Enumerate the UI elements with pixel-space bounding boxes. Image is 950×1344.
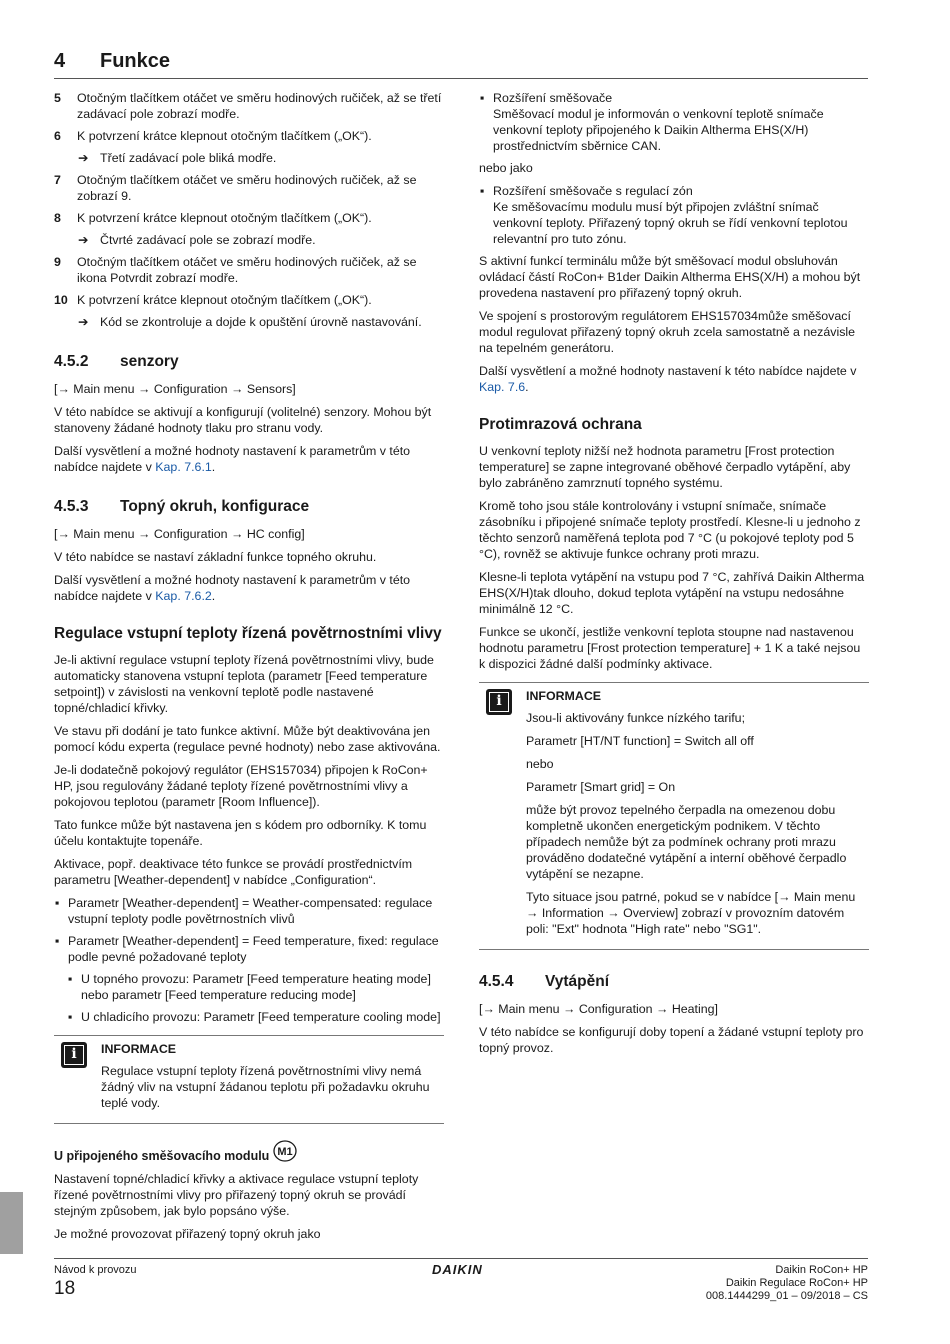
chapter-link[interactable]: Kap. 7.6.1 [155,460,212,474]
step-result: ➔ Třetí zadávací pole bliká modře. [78,151,277,165]
paragraph: Další vysvětlení a možné hodnoty nastavení k parametrům v této nabídce najdete v Kap. 7.6.2. [54,573,411,603]
paragraph: V této nabídce se aktivují a konfigurují (volitelné) senzory. Mohou být stanoveny žádané hodnoty tlaku pro stranu vody. [54,405,432,435]
info-box [479,682,869,950]
step-item: 10 K potvrzení krátce klepnout otočným tlačítkem („OK“). [54,293,372,307]
info-text: Jsou-li aktivovány funkce nízkého tarifu; [526,711,746,725]
info-icon: i [486,689,512,715]
paragraph: U venkovní teploty nižší než hodnota parametru [Frost protection temperature] se zapne integrované oběhové čerpadlo vytápění, aby bylo zabráněno zamrznutí topného systému. [479,444,851,490]
left-column [54,90,444,1249]
step-item: 5 Otočným tlačítkem otáčet ve směru hodinových ručiček, až se třetí zadávací pole zobrazí modře. [54,91,442,121]
info-text: Parametr [HT/NT function] = Switch all off [526,734,754,748]
arrow-right-icon: ➔ [78,315,89,329]
arrow-right-icon: ➔ [78,151,89,165]
bullet-icon: ▪ [55,896,60,910]
paragraph: Ve spojení s prostorovým regulátorem EHS157034může směšovací modul regulovat přiřazený topný okruh zcela samostatně a nezávisle na tepelném generátoru. [479,309,856,355]
svg-text:M1: M1 [277,1146,293,1158]
step-item: 8 K potvrzení krátce klepnout otočným tlačítkem („OK“). [54,211,372,225]
right-column [479,90,869,1063]
info-text: může být provoz tepelného čerpadla na omezenou dobu kompletně ukončen energetickým podnikem. V těchto případech nemůže být za podmínek ochrany proti mrazu prováděno dodatečné vytápění a interní oběhové čerpadlo vytápění se nezapne. [526,803,847,881]
sub-bullet-item: ▪ U chladicího provozu: Parametr [Feed temperature cooling mode] [68,1010,441,1024]
page-number: 18 [54,1278,76,1299]
info-title: INFORMACE [101,1042,177,1056]
info-text: Parametr [Smart grid] = On [526,780,676,794]
m1-badge-icon [273,1140,297,1162]
paragraph: Klesne-li teplota vytápění na vstupu pod 7 °C, zahřívá Daikin Altherma EHS(X/H)tak dlouho, dokud teplota vytápění na vstupu nedosáhne minimálně 12 °C. [479,570,865,616]
section-heading-sensors: 4.5.2 senzory [54,353,179,370]
paragraph: V této nabídce se nastaví základní funkce topného okruhu. [54,550,377,564]
subsection-heading-weather: Regulace vstupní teploty řízená povětrnostními vlivy [54,625,442,642]
step-item: 9 Otočným tlačítkem otáčet ve směru hodinových ručiček, až se ikona Potvrdit zobrazí modře. [54,255,417,285]
chapter-title: Funkce [100,50,171,72]
info-text: Regulace vstupní teploty řízená povětrnostními vlivy nemá žádný vliv na vstupní žádanou teplotu při požadavku okruhu teplé vody. [101,1064,430,1110]
page-footer [54,1258,868,1309]
sub-bullet-item: ▪ U topného provozu: Parametr [Feed temperature heating mode] nebo parametr [Feed temperature reducing mode] [68,972,431,1002]
menu-path: [→ Main menu → Configuration → Heating] [479,1002,718,1016]
footer-doc-type: Návod k provozu [54,1264,137,1276]
info-box [54,1035,444,1124]
step-item: 6 K potvrzení krátce klepnout otočným tlačítkem („OK“). [54,129,372,143]
section-heading-hc-config: 4.5.3 Topný okruh, konfigurace [54,498,310,515]
paragraph: Další vysvětlení a možné hodnoty nastavení k parametrům v této nabídce najdete v Kap. 7.6.1. [54,444,411,474]
chapter-number: 4 [54,50,66,72]
subsection-heading-frost: Protimrazová ochrana [479,416,642,433]
step-result: ➔ Kód se zkontroluje a dojde k opuštění úrovně nastavování. [78,315,422,329]
paragraph: Aktivace, popř. deaktivace této funkce se provádí prostřednictvím parametru [Weather-dependent] v nabídce „Configuration“. [54,857,413,887]
info-text: nebo [526,757,554,771]
paragraph: Ve stavu při dodání je tato funkce aktivní. Může být deaktivována jen pomocí kódu experta (regulace pevné hodnoty) nebo zase aktivována. [54,724,441,754]
paragraph: Funkce se ukončí, jestliže venkovní teplota stoupne nad nastavenou hodnotu parametru [Frost protection temperature] + 1 K a také nejsou k dispozici žádné další podmínky aktivace. [479,625,861,671]
paragraph: Je-li dodatečně pokojový regulátor (EHS157034) připojen k RoCon+ HP, jsou regulovány žádané teploty řízené povětrnostními vlivy a pokojovou teplotou (parametr [Room Influence]). [54,763,428,809]
paragraph: Nastavení topné/chladicí křivky a aktivace regulace vstupní teploty řízené povětrnostními vlivy pro přiřazený topný okruh se provádí stejným způsobem, jak bylo popsáno výše. [54,1172,419,1218]
bullet-item: ▪ Rozšíření směšovače Směšovací modul je informován o venkovní teplotě snímače venkovní teploty připojeného k Daikin Altherma EHS(X/H) prostřednictvím sběrnice CAN. [480,91,824,153]
mixing-module-heading: U připojeného směšovacího modulu M1 [54,1140,444,1164]
bullet-icon: ▪ [480,91,485,105]
bullet-item: ▪ Rozšíření směšovače s regulací zón Ke směšovacímu modulu musí být připojen zvláštní snímač venkovní teploty. Přiřazený topný okruh se řídí venkovní teplotou relevantní pro tuto zónu. [480,184,848,246]
info-text: Tyto situace jsou patrné, pokud se v nabídce [→ Main menu → Information → Overview] zobrazí v provozním datovém poli: "Ext" hodnota "High rate" nebo "SG1". [526,890,856,936]
paragraph: Kromě toho jsou stále kontrolovány i vstupní snímače, snímače zásobníku i připojené snímače teploty prostředí. Klesne-li u jednoho z těchto senzorů naměřená teplota pod 7 °C (u pokojové teploty pod 5 °C), rovněž se aktivuje funkce ochrany proti mrazu. [479,499,861,561]
bullet-icon: ▪ [68,1010,73,1024]
info-title: INFORMACE [526,689,602,703]
chapter-link[interactable]: Kap. 7.6.2 [155,589,212,603]
info-icon: i [61,1042,87,1068]
step-item: 7 Otočným tlačítkem otáčet ve směru hodinových ručiček, až se zobrazí 9. [54,173,417,203]
menu-path: [→ Main menu → Configuration → Sensors] [54,382,296,396]
arrow-right-icon: ➔ [78,233,89,247]
paragraph: S aktivní funkcí terminálu může být směšovací modul obsluhován ovládací částí RoCon+ B1der Daikin Altherma EHS(X/H) a mohou být provedena nastavení pro přiřazený topný okruh. [479,254,861,300]
bullet-icon: ▪ [55,934,60,948]
paragraph: Další vysvětlení a možné hodnoty nastavení k této nabídce najdete v Kap. 7.6. [479,364,857,394]
paragraph: Tato funkce může být nastavena jen s kódem pro odborníky. K tomu účelu kontaktujte topenáře. [54,818,427,848]
daikin-logo: DAIKIN [432,1262,483,1277]
menu-path: [→ Main menu → Configuration → HC config] [54,527,305,541]
bullet-icon: ▪ [480,184,485,198]
paragraph: V této nabídce se konfigurují doby topení a žádané vstupní teploty pro topný provoz. [479,1025,864,1055]
paragraph: nebo jako [479,161,533,175]
bullet-icon: ▪ [68,972,73,986]
paragraph: Je-li aktivní regulace vstupní teploty řízená povětrnostními vlivy, bude automaticky stanovena vstupní teplota (parametr [Feed temperature setpoint]) v závislosti na venkovní teplotě podle nastavené topné/chladicí křivky. [54,653,434,715]
bullet-item: ▪ Parametr [Weather-dependent] = Feed temperature, fixed: regulace podle pevné požadované teploty [55,934,439,964]
paragraph: Je možné provozovat přiřazený topný okruh jako [54,1227,321,1241]
footer-product-info: Daikin RoCon+ HP Daikin Regulace RoCon+ HP 008.1444299_01 – 09/2018 – CS [705,1264,868,1302]
section-heading-heating: 4.5.4 Vytápění [479,973,610,990]
chapter-side-tab [0,1192,23,1254]
page-header [54,50,868,79]
chapter-link[interactable]: Kap. 7.6 [479,380,526,394]
step-result: ➔ Čtvrté zadávací pole se zobrazí modře. [78,233,316,247]
bullet-item: ▪ Parametr [Weather-dependent] = Weather-compensated: regulace vstupní teploty podle povětrnostních vlivů [55,896,433,926]
